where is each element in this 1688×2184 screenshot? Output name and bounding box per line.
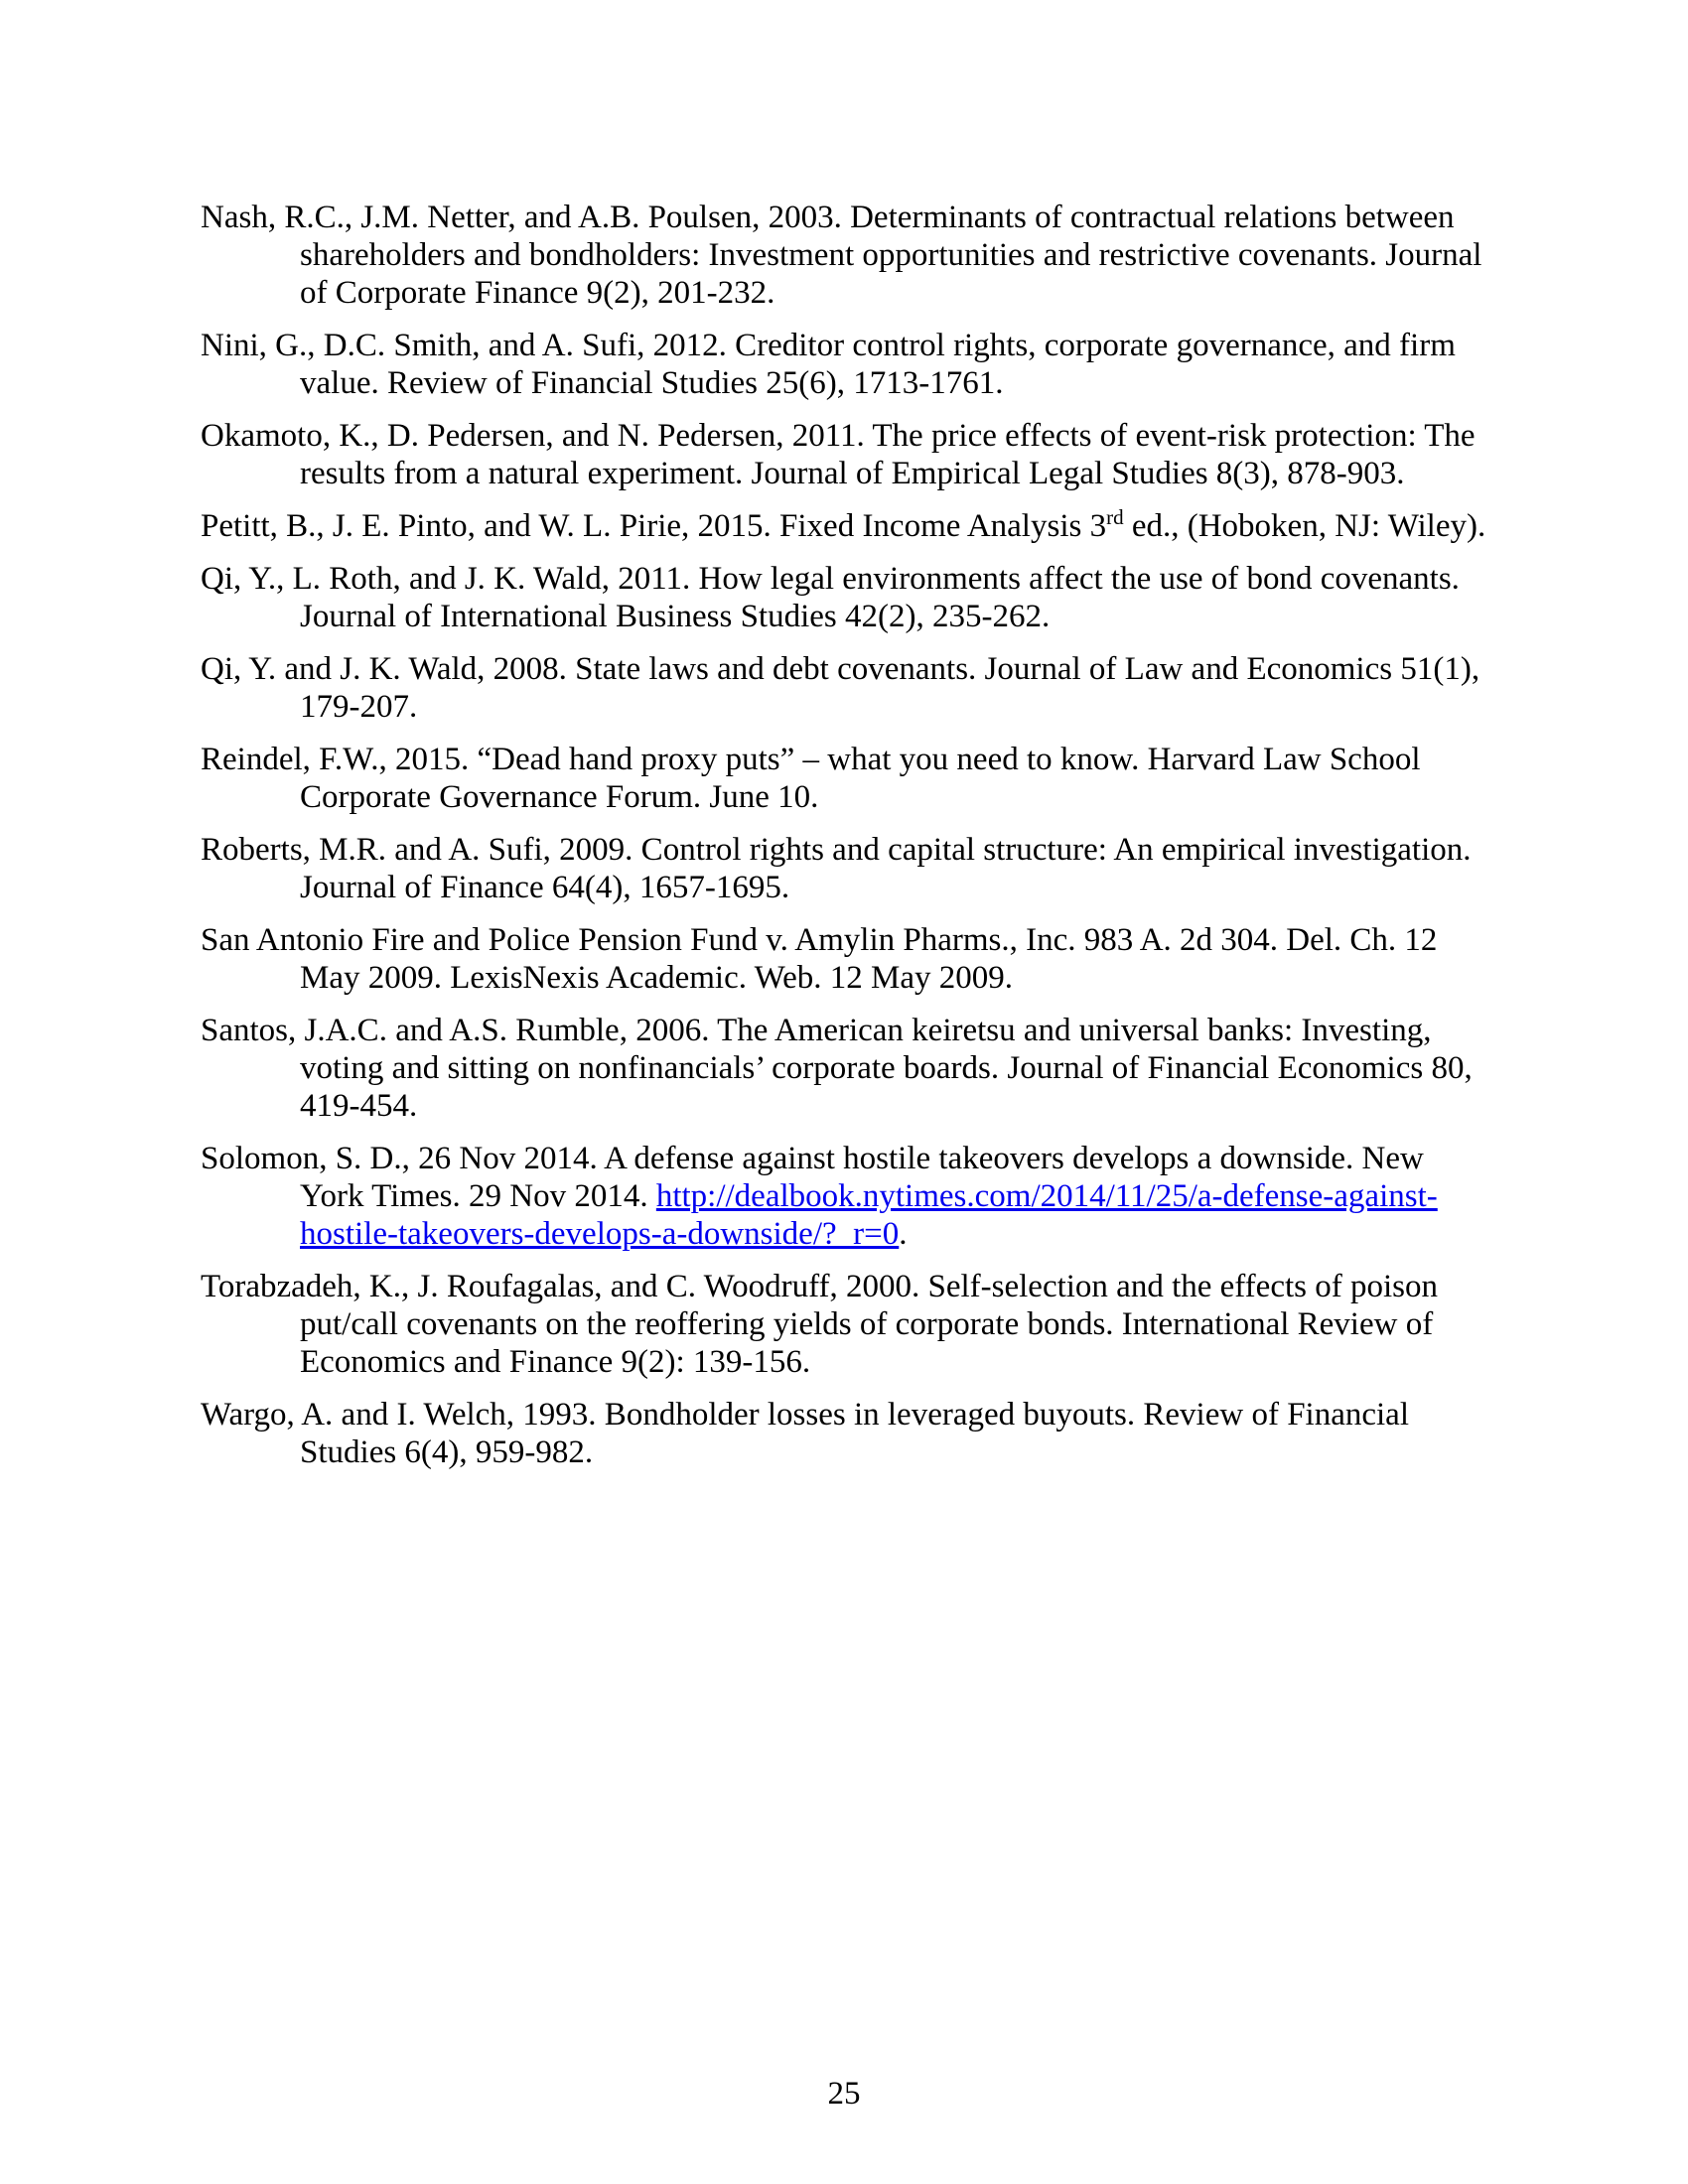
- reference-text: ed., (Hoboken, NJ: Wiley).: [1123, 508, 1486, 544]
- reference-entry: [201, 327, 1487, 402]
- reference-text: Roberts, M.R. and A. Sufi, 2009. Control rights and capital structure: An empirical investigation. Journal of Finance 64(4), 1657-1695.: [201, 832, 1472, 905]
- page-number: 25: [827, 2076, 861, 2112]
- reference-hyperlink[interactable]: http://dealbook.nytimes.com/2014/11/25/a-defense-against-hostile-takeovers-develops-a-downside/?_r=0: [300, 1178, 1438, 1252]
- reference-entry: [201, 560, 1487, 635]
- reference-entry: [201, 741, 1487, 816]
- ordinal-superscript: rd: [1106, 505, 1124, 529]
- reference-text: Solomon, S. D., 26 Nov 2014. A defense against hostile takeovers develops a downside. New York Times. 29 Nov 2014.: [201, 1141, 1424, 1214]
- reference-text: Torabzadeh, K., J. Roufagalas, and C. Woodruff, 2000. Self-selection and the effects of poison put/call covenants on the reoffering yields of corporate bonds. International Review of Economics and Finance 9(2): 139-156.: [201, 1269, 1438, 1380]
- reference-text: San Antonio Fire and Police Pension Fund v. Amylin Pharms., Inc. 983 A. 2d 304. Del. Ch. 12 May 2009. LexisNexis Academic. Web. 12 May 2009.: [201, 922, 1438, 996]
- reference-text: Petitt, B., J. E. Pinto, and W. L. Pirie, 2015. Fixed Income Analysis 3: [201, 508, 1107, 544]
- reference-list: [201, 199, 1487, 1486]
- reference-text: .: [899, 1216, 908, 1252]
- reference-text: Qi, Y. and J. K. Wald, 2008. State laws and debt covenants. Journal of Law and Economics 51(1), 179-207.: [201, 651, 1480, 725]
- reference-text: Nini, G., D.C. Smith, and A. Sufi, 2012. Creditor control rights, corporate governance, and firm value. Review of Financial Studies 25(6), 1713-1761.: [201, 328, 1456, 401]
- reference-text: Nash, R.C., J.M. Netter, and A.B. Poulsen, 2003. Determinants of contractual relations between shareholders and bondholders: Investment opportunities and restrictive covenants. Journal of Corporate Finance 9(2), 201-232.: [201, 200, 1482, 311]
- reference-entry: [201, 507, 1487, 545]
- reference-entry: [201, 417, 1487, 492]
- reference-text: Santos, J.A.C. and A.S. Rumble, 2006. The American keiretsu and universal banks: Investing, voting and sitting on nonfinancials’ corporate boards. Journal of Financial Economics 80, 419-454.: [201, 1013, 1473, 1124]
- reference-text: Qi, Y., L. Roth, and J. K. Wald, 2011. How legal environments affect the use of bond covenants. Journal of International Business Studies 42(2), 235-262.: [201, 561, 1460, 634]
- reference-entry: [201, 199, 1487, 312]
- reference-text: Okamoto, K., D. Pedersen, and N. Pedersen, 2011. The price effects of event-risk protection: The results from a natural experiment. Journal of Empirical Legal Studies 8(3), 878-903.: [201, 418, 1476, 491]
- reference-text: Reindel, F.W., 2015. “Dead hand proxy puts” – what you need to know. Harvard Law School Corporate Governance Forum. June 10.: [201, 742, 1421, 815]
- reference-text: Wargo, A. and I. Welch, 1993. Bondholder losses in leveraged buyouts. Review of Financial Studies 6(4), 959-982.: [201, 1397, 1409, 1470]
- reference-entry: [201, 1012, 1487, 1125]
- page-footer: [0, 2075, 1688, 2113]
- reference-entry: [201, 921, 1487, 997]
- reference-entry: [201, 831, 1487, 906]
- reference-entry: [201, 1268, 1487, 1381]
- reference-entry: [201, 1140, 1487, 1253]
- reference-entry: [201, 650, 1487, 726]
- reference-entry: [201, 1396, 1487, 1471]
